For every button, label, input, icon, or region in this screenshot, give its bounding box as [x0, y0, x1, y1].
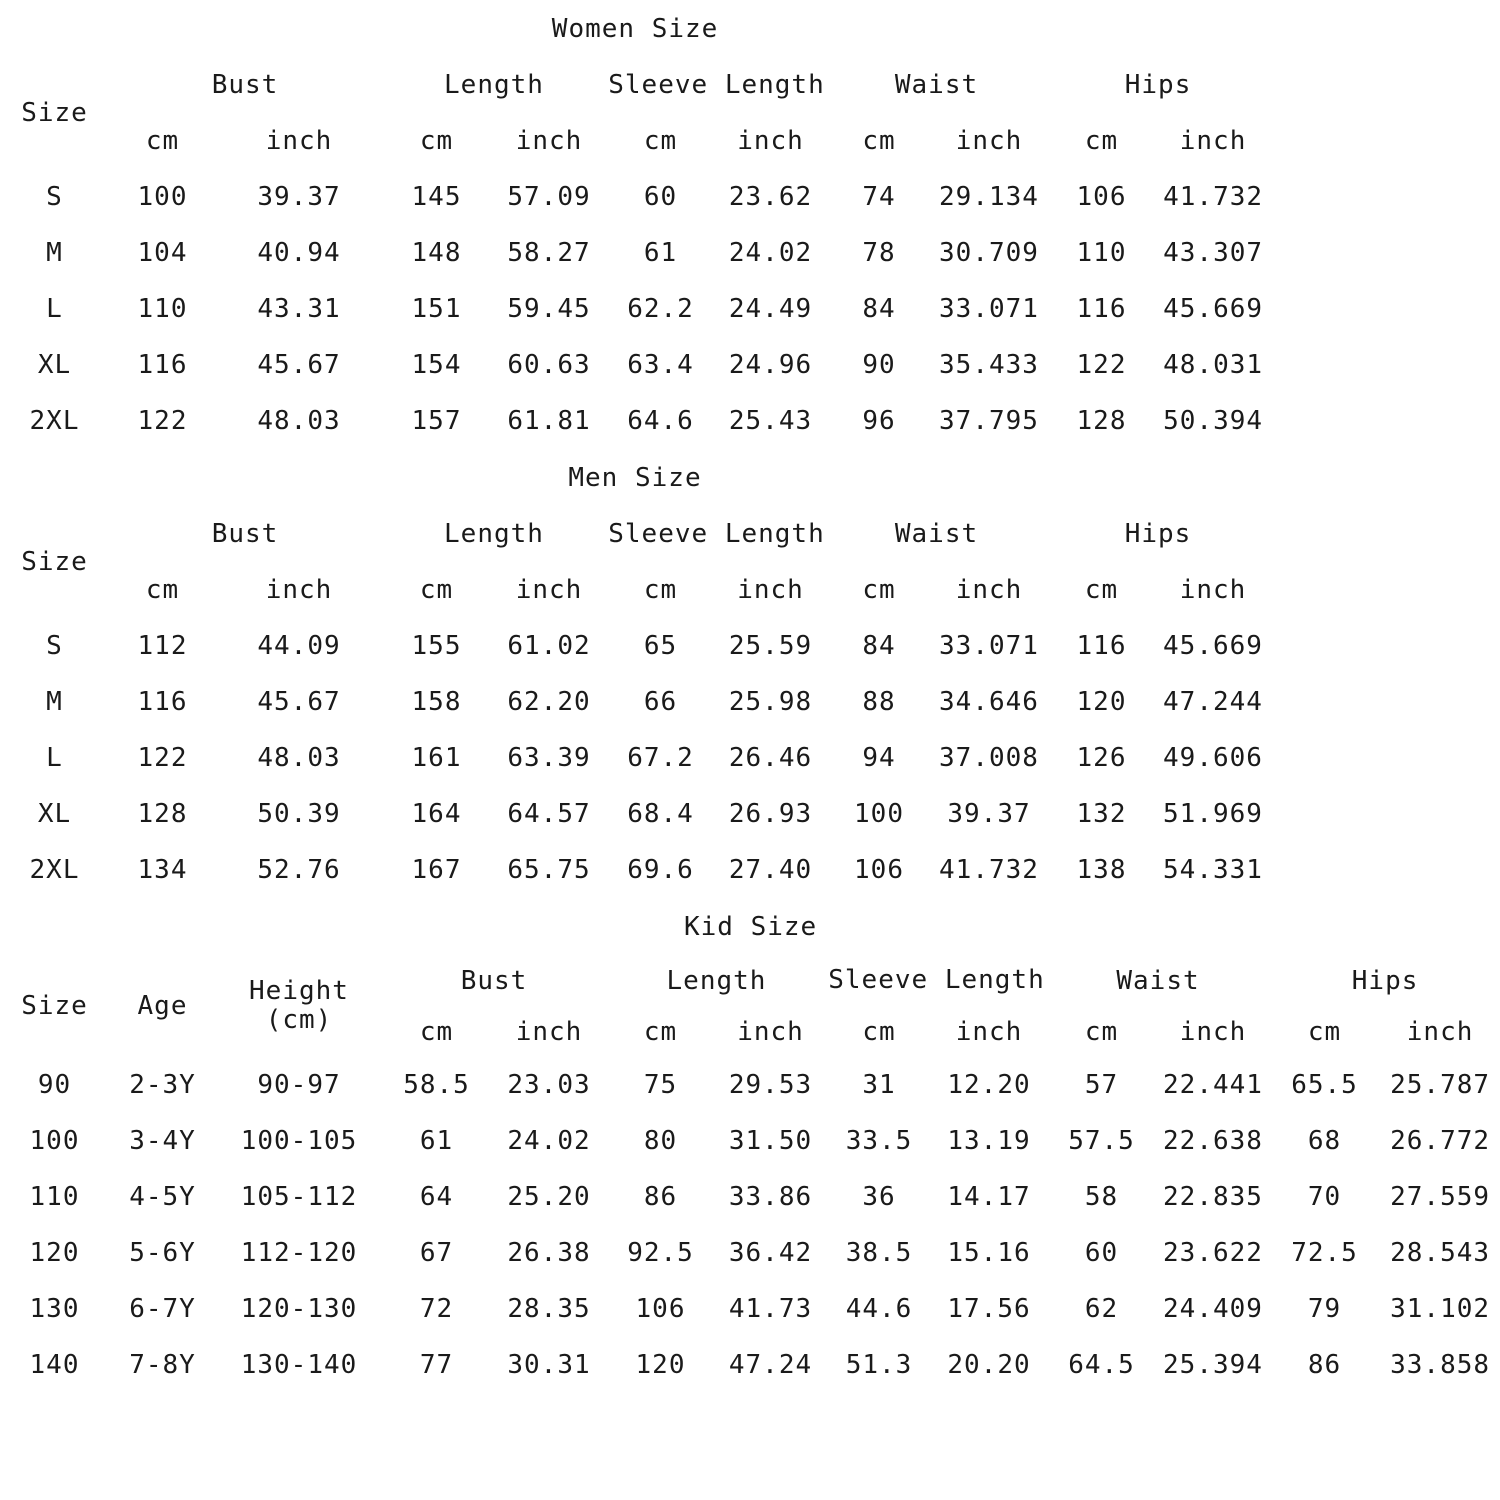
- cell-sleeve-cm: 38.5: [827, 1225, 932, 1281]
- cell-bust-inch: 39.37: [217, 169, 382, 225]
- cell-hips-inch: 25.787: [1380, 1057, 1500, 1113]
- table-row: [1, 337, 1500, 393]
- cell-sleeve-cm: 62.2: [607, 281, 715, 337]
- cell-age: 2-3Y: [109, 1057, 217, 1113]
- cell-hips-cm: 132: [1047, 786, 1157, 842]
- cell-sleeve-inch: 20.20: [932, 1337, 1047, 1393]
- cell-bust-inch: 43.31: [217, 281, 382, 337]
- cell-hips-inch: 33.858: [1380, 1337, 1500, 1393]
- cell-length-cm: 154: [382, 337, 492, 393]
- cell-waist-inch: 22.835: [1157, 1169, 1270, 1225]
- row-size: XL: [1, 337, 109, 393]
- cell-hips-inch: 45.669: [1157, 618, 1270, 674]
- cell-sleeve-cm: 60: [607, 169, 715, 225]
- cell-bust-cm: 61: [382, 1113, 492, 1169]
- cell-waist-cm: 90: [827, 337, 932, 393]
- cell-length-inch: 47.24: [715, 1337, 827, 1393]
- cell-hips-inch: 28.543: [1380, 1225, 1500, 1281]
- men-size-title: Men Size: [1, 450, 1270, 506]
- row-size: 110: [1, 1169, 109, 1225]
- cell-waist-cm: 58: [1047, 1169, 1157, 1225]
- group-header-row: [1, 506, 1500, 562]
- cell-length-inch: 33.86: [715, 1169, 827, 1225]
- cell-bust-cm: 64: [382, 1169, 492, 1225]
- cell-length-inch: 61.81: [492, 393, 607, 449]
- cell-bust-cm: 100: [109, 169, 217, 225]
- cell-age: 3-4Y: [109, 1113, 217, 1169]
- kid-size-col-header: Size: [1, 955, 109, 1057]
- women-size-table: [0, 0, 1500, 449]
- cell-hips-inch: 54.331: [1157, 842, 1270, 898]
- cell-waist-inch: 25.394: [1157, 1337, 1270, 1393]
- men-unit-bust-inch: inch: [217, 562, 382, 618]
- cell-waist-cm: 57.5: [1047, 1113, 1157, 1169]
- row-size: M: [1, 225, 109, 281]
- cell-waist-inch: 35.433: [932, 337, 1047, 393]
- cell-sleeve-cm: 51.3: [827, 1337, 932, 1393]
- row-size: 2XL: [1, 393, 109, 449]
- cell-hips-cm: 126: [1047, 730, 1157, 786]
- cell-bust-cm: 128: [109, 786, 217, 842]
- row-size: 2XL: [1, 842, 109, 898]
- table-row: [1, 1337, 1500, 1393]
- cell-waist-inch: 30.709: [932, 225, 1047, 281]
- spacer-cell: [1270, 618, 1500, 674]
- cell-waist-cm: 84: [827, 618, 932, 674]
- cell-length-inch: 61.02: [492, 618, 607, 674]
- cell-hips-cm: 65.5: [1270, 1057, 1380, 1113]
- cell-sleeve-inch: 12.20: [932, 1057, 1047, 1113]
- cell-sleeve-cm: 33.5: [827, 1113, 932, 1169]
- cell-hips-cm: 138: [1047, 842, 1157, 898]
- cell-waist-inch: 33.071: [932, 281, 1047, 337]
- cell-sleeve-cm: 68.4: [607, 786, 715, 842]
- cell-length-cm: 157: [382, 393, 492, 449]
- cell-bust-cm: 134: [109, 842, 217, 898]
- cell-hips-cm: 72.5: [1270, 1225, 1380, 1281]
- cell-hips-inch: 51.969: [1157, 786, 1270, 842]
- cell-sleeve-inch: 25.98: [715, 674, 827, 730]
- cell-hips-cm: 116: [1047, 281, 1157, 337]
- cell-length-cm: 145: [382, 169, 492, 225]
- row-size: 90: [1, 1057, 109, 1113]
- men-size-col-header: Size: [1, 506, 109, 618]
- cell-bust-cm: 116: [109, 674, 217, 730]
- cell-waist-inch: 22.441: [1157, 1057, 1270, 1113]
- cell-sleeve-cm: 65: [607, 618, 715, 674]
- women-group-waist: Waist: [827, 57, 1047, 113]
- cell-sleeve-inch: 24.02: [715, 225, 827, 281]
- cell-height: 112-120: [217, 1225, 382, 1281]
- cell-bust-inch: 26.38: [492, 1225, 607, 1281]
- women-group-bust: Bust: [109, 57, 382, 113]
- cell-bust-cm: 122: [109, 393, 217, 449]
- cell-hips-cm: 116: [1047, 618, 1157, 674]
- row-size: L: [1, 281, 109, 337]
- cell-sleeve-cm: 64.6: [607, 393, 715, 449]
- women-unit-hips-cm: cm: [1047, 113, 1157, 169]
- table-row: [1, 842, 1500, 898]
- table-row: [1, 393, 1500, 449]
- cell-bust-inch: 50.39: [217, 786, 382, 842]
- cell-sleeve-cm: 69.6: [607, 842, 715, 898]
- women-group-hips: Hips: [1047, 57, 1270, 113]
- cell-bust-inch: 48.03: [217, 393, 382, 449]
- cell-length-inch: 65.75: [492, 842, 607, 898]
- cell-sleeve-inch: 24.49: [715, 281, 827, 337]
- kid-size-title: Kid Size: [1, 899, 1500, 955]
- kid-unit-sleeve-cm: cm: [827, 1008, 932, 1057]
- cell-bust-inch: 52.76: [217, 842, 382, 898]
- row-size: S: [1, 169, 109, 225]
- spacer-cell: [1270, 57, 1500, 113]
- cell-waist-cm: 57: [1047, 1057, 1157, 1113]
- men-unit-waist-cm: cm: [827, 562, 932, 618]
- cell-length-inch: 59.45: [492, 281, 607, 337]
- table-title-row: [1, 899, 1500, 955]
- cell-waist-inch: 23.622: [1157, 1225, 1270, 1281]
- spacer-cell: [1270, 113, 1500, 169]
- women-unit-waist-inch: inch: [932, 113, 1047, 169]
- cell-bust-cm: 116: [109, 337, 217, 393]
- men-unit-bust-cm: cm: [109, 562, 217, 618]
- cell-height: 105-112: [217, 1169, 382, 1225]
- row-size: 100: [1, 1113, 109, 1169]
- cell-hips-inch: 50.394: [1157, 393, 1270, 449]
- cell-bust-cm: 122: [109, 730, 217, 786]
- table-row: [1, 225, 1500, 281]
- cell-waist-cm: 100: [827, 786, 932, 842]
- cell-bust-inch: 28.35: [492, 1281, 607, 1337]
- men-group-bust: Bust: [109, 506, 382, 562]
- spacer-cell: [1270, 337, 1500, 393]
- cell-length-cm: 75: [607, 1057, 715, 1113]
- cell-waist-inch: 29.134: [932, 169, 1047, 225]
- men-unit-length-inch: inch: [492, 562, 607, 618]
- cell-sleeve-inch: 24.96: [715, 337, 827, 393]
- cell-waist-cm: 74: [827, 169, 932, 225]
- women-unit-waist-cm: cm: [827, 113, 932, 169]
- cell-bust-inch: 30.31: [492, 1337, 607, 1393]
- cell-bust-cm: 110: [109, 281, 217, 337]
- men-unit-sleeve-cm: cm: [607, 562, 715, 618]
- cell-hips-cm: 128: [1047, 393, 1157, 449]
- cell-height: 130-140: [217, 1337, 382, 1393]
- cell-sleeve-cm: 66: [607, 674, 715, 730]
- kid-unit-hips-inch: inch: [1380, 1008, 1500, 1057]
- cell-height: 120-130: [217, 1281, 382, 1337]
- cell-hips-inch: 41.732: [1157, 169, 1270, 225]
- spacer-cell: [1270, 450, 1500, 506]
- men-unit-sleeve-inch: inch: [715, 562, 827, 618]
- kid-group-sleeve-length: Sleeve Length: [827, 955, 1047, 1008]
- group-header-row: [1, 955, 1500, 1008]
- cell-hips-cm: 86: [1270, 1337, 1380, 1393]
- cell-waist-cm: 64.5: [1047, 1337, 1157, 1393]
- cell-hips-inch: 49.606: [1157, 730, 1270, 786]
- cell-length-cm: 86: [607, 1169, 715, 1225]
- women-group-sleeve-length: Sleeve Length: [607, 57, 827, 113]
- table-row: [1, 1113, 1500, 1169]
- table-row: [1, 730, 1500, 786]
- cell-waist-cm: 94: [827, 730, 932, 786]
- cell-length-cm: 120: [607, 1337, 715, 1393]
- women-unit-length-inch: inch: [492, 113, 607, 169]
- kid-unit-bust-cm: cm: [382, 1008, 492, 1057]
- cell-bust-inch: 44.09: [217, 618, 382, 674]
- spacer-cell: [1270, 786, 1500, 842]
- kid-size-table: [0, 898, 1500, 1393]
- men-group-waist: Waist: [827, 506, 1047, 562]
- table-row: [1, 1281, 1500, 1337]
- women-group-length: Length: [382, 57, 607, 113]
- women-size-col-header: Size: [1, 57, 109, 169]
- cell-hips-inch: 27.559: [1380, 1169, 1500, 1225]
- cell-hips-cm: 120: [1047, 674, 1157, 730]
- cell-age: 5-6Y: [109, 1225, 217, 1281]
- cell-hips-cm: 122: [1047, 337, 1157, 393]
- cell-bust-cm: 77: [382, 1337, 492, 1393]
- cell-length-inch: 57.09: [492, 169, 607, 225]
- kid-height-header-line2: (cm): [265, 1004, 333, 1035]
- row-size: M: [1, 674, 109, 730]
- cell-sleeve-inch: 13.19: [932, 1113, 1047, 1169]
- kid-group-waist: Waist: [1047, 955, 1270, 1008]
- table-row: [1, 281, 1500, 337]
- cell-waist-inch: 34.646: [932, 674, 1047, 730]
- kid-unit-length-inch: inch: [715, 1008, 827, 1057]
- table-title-row: [1, 450, 1500, 506]
- cell-length-cm: 155: [382, 618, 492, 674]
- cell-bust-inch: 48.03: [217, 730, 382, 786]
- kid-unit-sleeve-inch: inch: [932, 1008, 1047, 1057]
- unit-header-row: [1, 113, 1500, 169]
- cell-hips-inch: 43.307: [1157, 225, 1270, 281]
- cell-waist-cm: 84: [827, 281, 932, 337]
- cell-sleeve-inch: 23.62: [715, 169, 827, 225]
- cell-hips-cm: 70: [1270, 1169, 1380, 1225]
- table-row: [1, 618, 1500, 674]
- kid-age-col-header: Age: [109, 955, 217, 1057]
- cell-hips-cm: 110: [1047, 225, 1157, 281]
- kid-height-col-header: [217, 955, 382, 1057]
- table-row: [1, 1057, 1500, 1113]
- cell-length-cm: 92.5: [607, 1225, 715, 1281]
- cell-waist-inch: 24.409: [1157, 1281, 1270, 1337]
- men-group-length: Length: [382, 506, 607, 562]
- table-row: [1, 1225, 1500, 1281]
- cell-waist-cm: 78: [827, 225, 932, 281]
- women-unit-sleeve-cm: cm: [607, 113, 715, 169]
- men-unit-hips-cm: cm: [1047, 562, 1157, 618]
- cell-sleeve-inch: 27.40: [715, 842, 827, 898]
- cell-bust-inch: 40.94: [217, 225, 382, 281]
- cell-waist-inch: 37.795: [932, 393, 1047, 449]
- cell-sleeve-inch: 25.59: [715, 618, 827, 674]
- kid-group-hips: Hips: [1270, 955, 1500, 1008]
- spacer-cell: [1270, 393, 1500, 449]
- cell-length-cm: 167: [382, 842, 492, 898]
- table-row: [1, 169, 1500, 225]
- cell-waist-cm: 96: [827, 393, 932, 449]
- cell-age: 4-5Y: [109, 1169, 217, 1225]
- cell-length-cm: 106: [607, 1281, 715, 1337]
- cell-hips-cm: 79: [1270, 1281, 1380, 1337]
- cell-length-inch: 41.73: [715, 1281, 827, 1337]
- row-size: S: [1, 618, 109, 674]
- cell-waist-cm: 60: [1047, 1225, 1157, 1281]
- men-group-hips: Hips: [1047, 506, 1270, 562]
- cell-hips-inch: 47.244: [1157, 674, 1270, 730]
- cell-bust-cm: 104: [109, 225, 217, 281]
- women-size-title: Women Size: [1, 1, 1270, 57]
- men-unit-hips-inch: inch: [1157, 562, 1270, 618]
- table-row: [1, 786, 1500, 842]
- group-header-row: [1, 57, 1500, 113]
- cell-length-cm: 158: [382, 674, 492, 730]
- table-title-row: [1, 1, 1500, 57]
- cell-waist-inch: 33.071: [932, 618, 1047, 674]
- cell-hips-cm: 68: [1270, 1113, 1380, 1169]
- cell-waist-cm: 62: [1047, 1281, 1157, 1337]
- cell-sleeve-inch: 26.93: [715, 786, 827, 842]
- cell-hips-inch: 45.669: [1157, 281, 1270, 337]
- cell-length-inch: 36.42: [715, 1225, 827, 1281]
- cell-length-inch: 62.20: [492, 674, 607, 730]
- kid-unit-bust-inch: inch: [492, 1008, 607, 1057]
- spacer-cell: [1270, 562, 1500, 618]
- cell-length-inch: 31.50: [715, 1113, 827, 1169]
- women-unit-length-cm: cm: [382, 113, 492, 169]
- women-unit-bust-cm: cm: [109, 113, 217, 169]
- cell-length-inch: 63.39: [492, 730, 607, 786]
- kid-group-bust: Bust: [382, 955, 607, 1008]
- cell-length-inch: 60.63: [492, 337, 607, 393]
- cell-bust-inch: 25.20: [492, 1169, 607, 1225]
- spacer-cell: [1270, 1, 1500, 57]
- spacer-cell: [1270, 281, 1500, 337]
- cell-bust-inch: 23.03: [492, 1057, 607, 1113]
- kid-unit-length-cm: cm: [607, 1008, 715, 1057]
- cell-sleeve-inch: 26.46: [715, 730, 827, 786]
- cell-length-inch: 29.53: [715, 1057, 827, 1113]
- cell-hips-cm: 106: [1047, 169, 1157, 225]
- cell-length-inch: 58.27: [492, 225, 607, 281]
- kid-unit-waist-inch: inch: [1157, 1008, 1270, 1057]
- cell-age: 7-8Y: [109, 1337, 217, 1393]
- women-unit-bust-inch: inch: [217, 113, 382, 169]
- cell-sleeve-cm: 44.6: [827, 1281, 932, 1337]
- kid-height-header-line1: Height: [249, 975, 349, 1006]
- spacer-cell: [1270, 842, 1500, 898]
- row-size: 130: [1, 1281, 109, 1337]
- cell-waist-inch: 39.37: [932, 786, 1047, 842]
- kid-unit-waist-cm: cm: [1047, 1008, 1157, 1057]
- unit-header-row: [1, 562, 1500, 618]
- men-unit-waist-inch: inch: [932, 562, 1047, 618]
- cell-length-cm: 80: [607, 1113, 715, 1169]
- cell-length-inch: 64.57: [492, 786, 607, 842]
- spacer-cell: [1270, 506, 1500, 562]
- men-unit-length-cm: cm: [382, 562, 492, 618]
- row-size: 140: [1, 1337, 109, 1393]
- spacer-cell: [1270, 730, 1500, 786]
- cell-waist-cm: 106: [827, 842, 932, 898]
- cell-sleeve-cm: 31: [827, 1057, 932, 1113]
- cell-sleeve-cm: 63.4: [607, 337, 715, 393]
- row-size: XL: [1, 786, 109, 842]
- cell-waist-inch: 22.638: [1157, 1113, 1270, 1169]
- cell-height: 100-105: [217, 1113, 382, 1169]
- table-row: [1, 1169, 1500, 1225]
- cell-length-cm: 164: [382, 786, 492, 842]
- cell-length-cm: 148: [382, 225, 492, 281]
- cell-sleeve-inch: 17.56: [932, 1281, 1047, 1337]
- row-size: L: [1, 730, 109, 786]
- cell-bust-cm: 112: [109, 618, 217, 674]
- spacer-cell: [1270, 169, 1500, 225]
- cell-bust-inch: 24.02: [492, 1113, 607, 1169]
- cell-length-cm: 151: [382, 281, 492, 337]
- cell-waist-cm: 88: [827, 674, 932, 730]
- cell-age: 6-7Y: [109, 1281, 217, 1337]
- women-unit-sleeve-inch: inch: [715, 113, 827, 169]
- spacer-cell: [1270, 225, 1500, 281]
- cell-height: 90-97: [217, 1057, 382, 1113]
- cell-sleeve-inch: 25.43: [715, 393, 827, 449]
- cell-sleeve-cm: 36: [827, 1169, 932, 1225]
- kid-group-length: Length: [607, 955, 827, 1008]
- cell-bust-inch: 45.67: [217, 674, 382, 730]
- cell-waist-inch: 41.732: [932, 842, 1047, 898]
- cell-bust-cm: 58.5: [382, 1057, 492, 1113]
- cell-hips-inch: 26.772: [1380, 1113, 1500, 1169]
- cell-sleeve-inch: 14.17: [932, 1169, 1047, 1225]
- cell-length-cm: 161: [382, 730, 492, 786]
- cell-bust-cm: 67: [382, 1225, 492, 1281]
- cell-bust-inch: 45.67: [217, 337, 382, 393]
- men-size-table: [0, 449, 1500, 898]
- cell-bust-cm: 72: [382, 1281, 492, 1337]
- cell-sleeve-cm: 67.2: [607, 730, 715, 786]
- kid-unit-hips-cm: cm: [1270, 1008, 1380, 1057]
- cell-sleeve-inch: 15.16: [932, 1225, 1047, 1281]
- cell-waist-inch: 37.008: [932, 730, 1047, 786]
- cell-hips-inch: 48.031: [1157, 337, 1270, 393]
- row-size: 120: [1, 1225, 109, 1281]
- spacer-cell: [1270, 674, 1500, 730]
- cell-sleeve-cm: 61: [607, 225, 715, 281]
- men-group-sleeve-length: Sleeve Length: [607, 506, 827, 562]
- table-row: [1, 674, 1500, 730]
- cell-hips-inch: 31.102: [1380, 1281, 1500, 1337]
- women-unit-hips-inch: inch: [1157, 113, 1270, 169]
